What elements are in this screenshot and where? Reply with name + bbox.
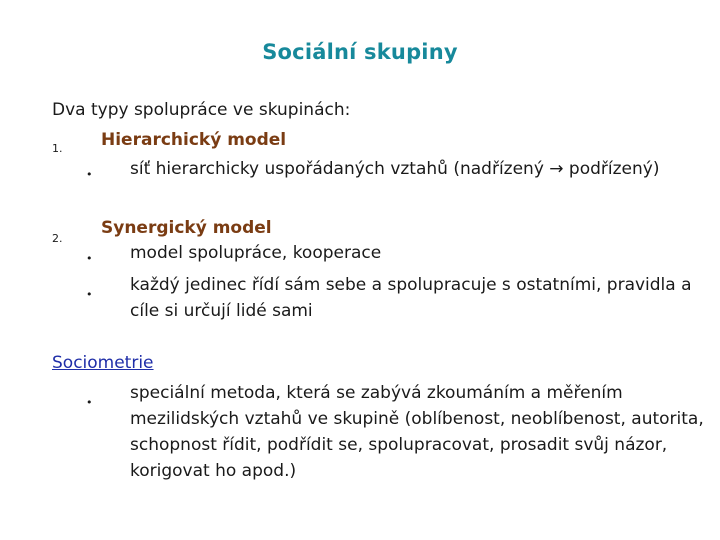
sociometrie-link[interactable]: Sociometrie [52,353,154,373]
bullet-text: každý jedinec řídí sám sebe a spolupracuje s ostatními, pravidla a cíle si určují lidé sami [130,275,692,321]
list-number-2: 2. [52,232,63,245]
bullet-icon: • [86,396,93,409]
heading-synergicky-model: Synergický model [101,218,272,238]
bullet-text: model spolupráce, kooperace [130,243,382,263]
intro-text: Dva typy spolupráce ve skupinách: [52,100,351,120]
heading-hierarchicky-model: Hierarchický model [101,130,287,150]
list-number-1: 1. [52,142,63,155]
sociometrie-description: speciální metoda, která se zabývá zkoumáním a měřením mezilidských vztahů ve skupině (oblíbenost, neoblíbenost, autorita, schopnost řídit, podřídit se, spolupracovat, prosadit svůj názor, korigovat ho apod.) [130,383,704,481]
bullet-icon: • [86,168,93,181]
bullet-text: síť hierarchicky uspořádaných vztahů (nadřízený → podřízený) [130,159,660,179]
slide-title: Sociální skupiny [262,40,458,64]
bullet-icon: • [86,288,93,301]
bullet-icon: • [86,252,93,265]
